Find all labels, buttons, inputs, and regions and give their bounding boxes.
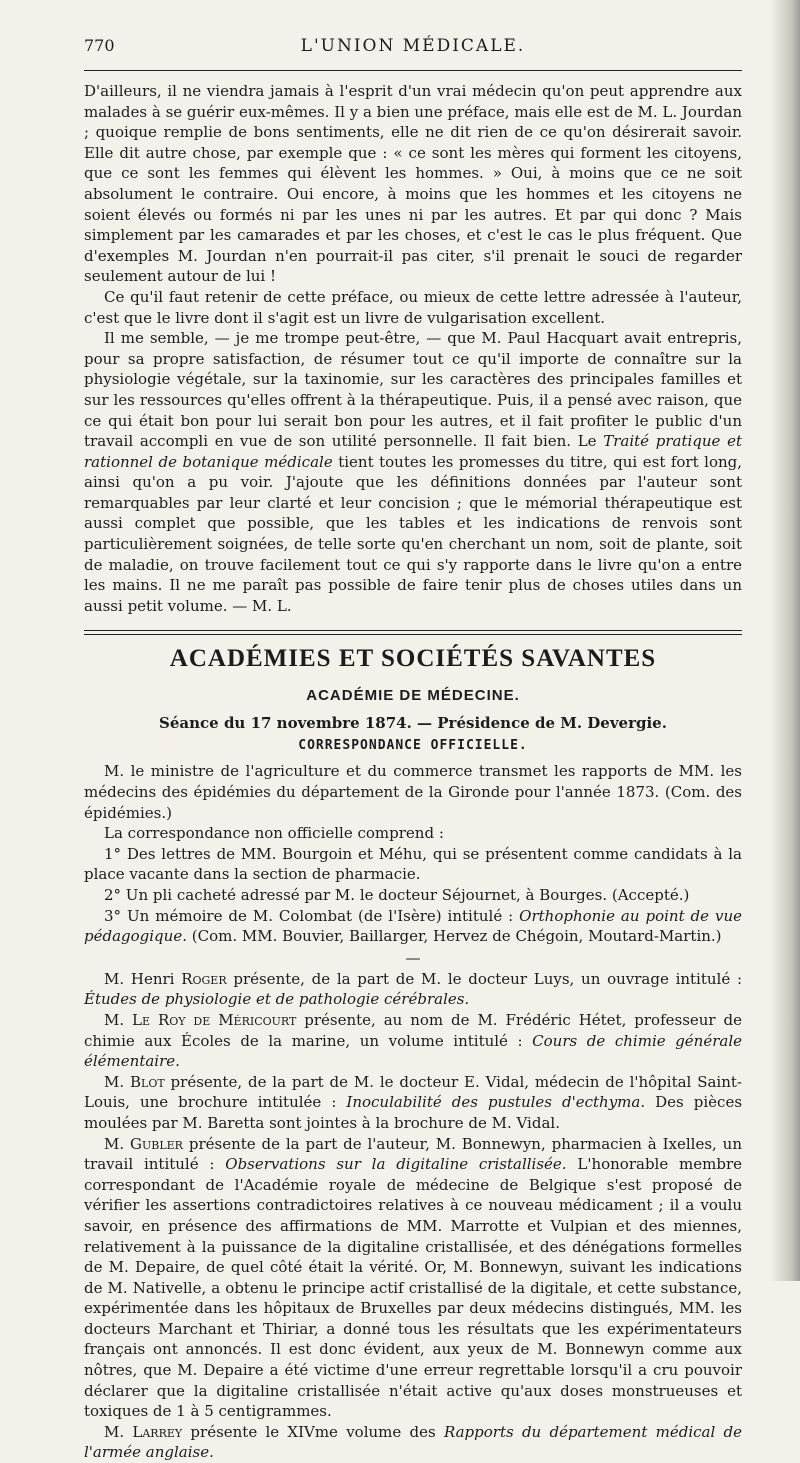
section-title: ACADÉMIES ET SOCIÉTÉS SAVANTES: [169, 645, 657, 673]
binding-shadow: [770, 0, 800, 1281]
minutes-text: M.: [104, 1072, 130, 1091]
minutes-text: M.: [104, 1134, 131, 1153]
seance-line: Séance du 17 novembre 1874. — Présidence de M. Devergie.: [159, 714, 667, 733]
minutes-paragraph: [84, 1072, 742, 1134]
review-text: Il me semble, — je me trompe peut-être, — que M. Paul Hacquart avait entrepris, pour sa propre satisfaction, de résumer tout ce qu'il importe de connaître sur la physiologie végétale, sur la taxinomie, sur les caractères des principales familles et sur les ressources qu'elles offrent à la thérapeutique. Puis, il a pensé avec raison, que ce qui était bon pour lui serait bon pour les autres, et il fait profiter le public d'un travail accompli en vue de son utilité personnelle. Il fait bien. Le: [84, 329, 742, 451]
minutes-text: Des pièces moulées par M. Baretta sont jointes à la brochure de M. Vidal.: [84, 1093, 743, 1132]
work-title: Observations sur la digitaline cristallisée.: [225, 1155, 567, 1174]
minutes-text: M.: [104, 1422, 133, 1441]
running-title: L'UNION MÉDICALE.: [300, 36, 526, 56]
member-name: Le Roy de Méricourt: [132, 1010, 297, 1029]
work-title: Rapports du département médical de l'armée anglaise.: [84, 1422, 742, 1462]
work-title: Inoculabilité des pustules d'ecthyma.: [346, 1093, 646, 1112]
minutes-text: L'honorable membre correspondant de l'Académie royale de médecine de Belgique s'est proposé de vérifier les assertions contradictoires relatives à ce nouveau médicament ; il a voulu savoir, en présence des affirmations de MM. Marrotte et Vulpian et des miennes, relativement à la puissance de la digitaline cristallisée, et des dénégations formelles de M. Depaire, de quel côté était la vérité. Or, M. Bonnewyn, suivant les indications de M. Nativelle, a obtenu le principe actif cristallisé de la digitale, et cette substance, expérimentée dans les hôpitaux de Bruxelles par deux médecins distingués, MM. les docteurs Marchant et Thiriar, a donné tous les résultats que les expérimentateurs français ont annoncés. Il est donc évident, aux yeux de M. Bonnewyn comme aux nôtres, que M. Depaire a été victime d'une erreur regrettable lorsqu'il a cru pouvoir déclarer que la digitaline cristallisée n'était active qu'aux doses monstrueuses et toxiques de 1 à 5 centigrammes.: [84, 1155, 742, 1421]
minutes: [84, 761, 742, 1463]
page-number: 770: [84, 36, 115, 55]
review-paragraph-2: Ce qu'il faut retenir de cette préface, ou mieux de cette lettre adressée à l'auteur, c'est que le livre dont il s'agit est un livre de vulgarisation excellent.: [84, 287, 742, 327]
minutes-paragraph: [84, 906, 742, 947]
section-double-rule: [84, 630, 742, 635]
book-title: Traité pratique et rationnel de botanique médicale: [84, 432, 742, 471]
member-name: Gubler: [130, 1134, 183, 1153]
minutes-text: présente, au nom de M. Frédéric Hétet, professeur de chimie aux Écoles de la marine, un volume intitulé :: [84, 1010, 742, 1050]
correspondence-heading: CORRESPONDANCE OFFICIELLE.: [298, 738, 528, 754]
member-name: Blot: [130, 1072, 165, 1091]
minutes-paragraph: [84, 969, 742, 1010]
minutes-text: présente, de la part de M. le docteur Luys, un ouvrage intitulé :: [226, 969, 743, 988]
work-title: Études de physiologie et de pathologie cérébrales.: [84, 990, 470, 1009]
minutes-paragraph: M. le ministre de l'agriculture et du commerce transmet les rapports de MM. les médecins des épidémies du département de la Gironde pour l'année 1873. (Com. des épidémies.): [84, 762, 742, 822]
review-paragraph-1: D'ailleurs, il ne viendra jamais à l'esprit d'un vrai médecin qu'on peut apprendre aux malades à se guérir eux-mêmes. Il y a bien une préface, mais elle est de M. L. Jourdan ; quoique remplie de bons sentiments, elle ne dit rien de ce qu'on désirerait savoir. Elle dit autre chose, par exemple que : « ce sont les mères qui forment les citoyens, que ce sont les femmes qui élèvent les hommes. » Oui, à moins que ce ne soit absolument le contraire. Oui encore, à moins que les hommes et les citoyens ne soient élevés ou formés ni par les unes ni par les autres. Et par qui donc ? Mais simplement par les camarades et par les choses, et c'est le cas le plus fréquent. Que d'exemples M. Jourdan n'en pourrait-il pas citer, s'il prenait le souci de regarder seulement autour de lui !: [84, 82, 742, 286]
minutes-paragraph: [84, 1010, 742, 1072]
member-name: Larrey: [132, 1422, 183, 1441]
minutes-text: présente, de la part de M. le docteur E. Vidal, médecin de l'hôpital Saint-Louis, une brochure intitulée :: [84, 1072, 742, 1112]
minutes-text: M. Henri: [104, 969, 182, 988]
book-review: [84, 81, 742, 616]
review-paragraph-3: [84, 328, 742, 616]
academy-heading: ACADÉMIE DE MÉDECINE.: [306, 687, 520, 705]
minutes-text: M.: [104, 1010, 133, 1029]
header-rule: [84, 70, 742, 71]
minutes-text: (Com. MM. Bouvier, Baillarger, Hervez de Chégoin, Moutard-Martin.): [186, 927, 722, 946]
work-title: Cours de chimie générale élémentaire.: [84, 1031, 743, 1071]
minutes-paragraph: La correspondance non officielle comprend :: [104, 824, 444, 843]
minutes-paragraph: [84, 1422, 742, 1463]
page-header: [84, 36, 742, 66]
minutes-paragraph: [84, 1134, 742, 1422]
member-name: Roger: [181, 969, 227, 988]
separator-dash: —: [405, 948, 421, 967]
minutes-text: présente de la part de l'auteur, M. Bonnewyn, pharmacien à Ixelles, un travail intitulé :: [84, 1134, 742, 1174]
minutes-paragraph: 2° Un pli cacheté adressé par M. le docteur Séjournet, à Bourges. (Accepté.): [104, 886, 690, 904]
minutes-text: présente le XIVme volume des: [182, 1422, 444, 1441]
minutes-text: 3° Un mémoire de M. Colombat (de l'Isère) intitulé :: [104, 906, 520, 925]
review-text: tient toutes les promesses du titre, qui est fort long, ainsi qu'on a pu voir. J'ajoute que les définitions données par l'auteur sont remarquables par leur clarté et leur concision ; que le mémorial thérapeutique est aussi complet que possible, que les tables et les indications de renvois sont particulièrement soignées, de telle sorte qu'en cherchant un nom, soit de plante, soit de maladie, on trouve facilement tout ce qui s'y rapporte dans le livre qu'on a entre les mains. Il ne me paraît pas possible de faire tenir plus de choses utiles dans un aussi petit volume. — M. L.: [84, 452, 743, 615]
minutes-paragraph: 1° Des lettres de MM. Bourgoin et Méhu, qui se présentent comme candidats à la place vacante dans la section de pharmacie.: [84, 844, 742, 884]
work-title: Orthophonie au point de vue pédagogique.: [84, 906, 742, 946]
